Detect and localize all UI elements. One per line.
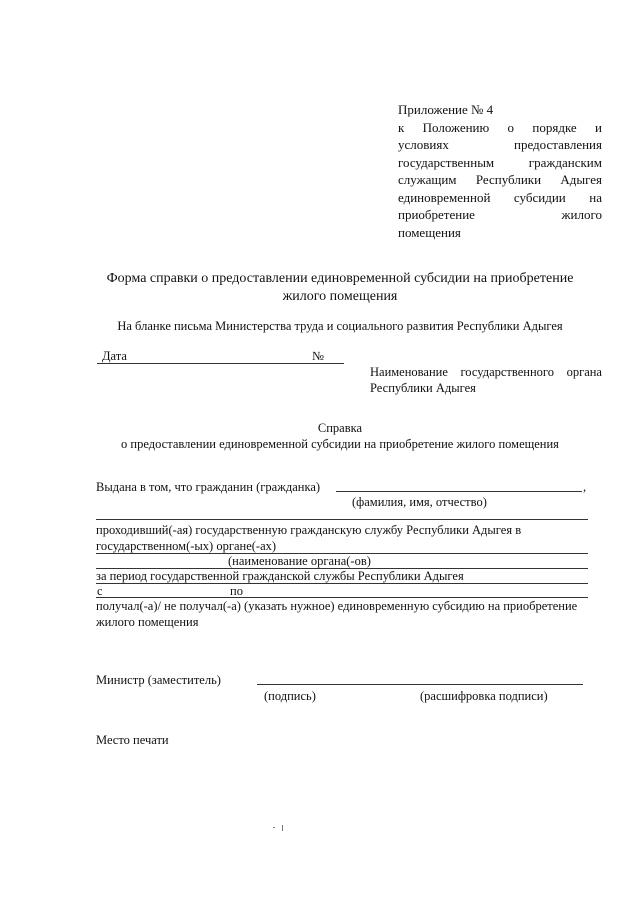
annex-line: помещения [398, 224, 461, 240]
service-line: проходивший(-ая) государственную гражданскую службу Республики Адыгея в [96, 523, 522, 537]
signature-underline [257, 684, 583, 685]
from-label: с [97, 584, 103, 598]
certificate-heading: Справка [317, 421, 363, 435]
scan-speck [282, 825, 283, 831]
annex-line: приобретение жилого [398, 207, 602, 222]
fio-hint: (фамилия, имя, отчество) [352, 495, 487, 509]
issued-text: Выдана в том, что гражданин (гражданка) [96, 480, 321, 494]
annex-line: к Положению о порядке и [398, 119, 602, 135]
stamp-label: Место печати [96, 733, 169, 747]
period-text: за период государственной гражданской службы Республики Адыгея [96, 569, 464, 583]
annex-line: условиях предоставления [398, 137, 602, 152]
annex-title: Приложение № 4 [398, 102, 494, 117]
period-underline [96, 583, 588, 584]
number-label: № [312, 349, 324, 363]
certificate-subheading: о предоставлении единовременной субсидии на приобретение жилого помещения [121, 437, 559, 451]
letterhead-note: На бланке письма Министерства труда и социального развития Республики Адыгея [117, 319, 563, 333]
date-number-underline [97, 363, 344, 364]
organ-hint: (наименование органа(-ов) [228, 554, 371, 568]
annex-line: служащим Республики Адыгея [398, 172, 602, 187]
authority-line: Наименование государственного органа [370, 365, 602, 379]
form-title-line: жилого помещения [282, 289, 398, 304]
annex-block [398, 101, 602, 241]
fio-underline [336, 491, 582, 492]
form-title-line: Форма справки о предоставлении единовременной субсидии на приобретение [106, 271, 574, 286]
decoding-hint: (расшифровка подписи) [420, 689, 548, 703]
signature-hint: (подпись) [264, 689, 316, 703]
date-label: Дата [102, 349, 127, 363]
received-line: жилого помещения [96, 615, 199, 629]
service-line: государственном(-ых) органе(-ах) [96, 539, 277, 553]
annex-line: государственным гражданским [398, 154, 602, 170]
minister-label: Министр (заместитель) [96, 673, 221, 687]
authority-line: Республики Адыгея [370, 381, 476, 395]
scan-speck [273, 827, 275, 828]
blank-underline [96, 519, 588, 520]
received-line: получал(-а)/ не получал(-а) (указать нужное) единовременную субсидию на приобретение [96, 599, 578, 613]
to-label: по [230, 584, 243, 598]
annex-line: единовременной субсидии на [398, 189, 602, 205]
form-title [40, 270, 640, 306]
issued-comma: , [583, 480, 587, 494]
